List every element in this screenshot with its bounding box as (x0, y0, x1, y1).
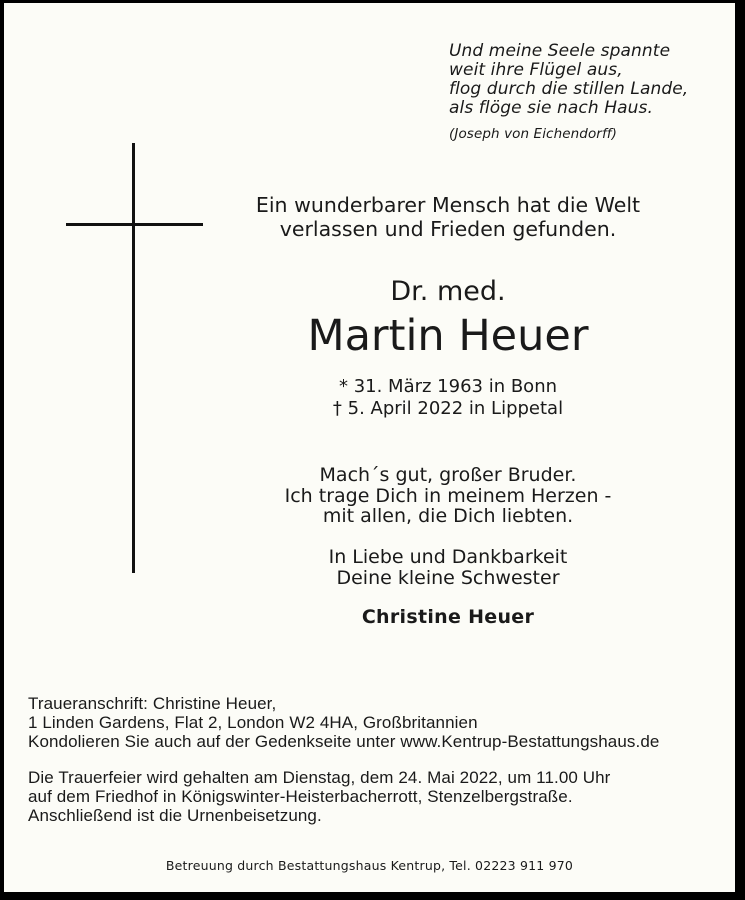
birth-date: * 31. März 1963 in Bonn (338, 376, 558, 397)
closing-text (123, 547, 745, 588)
condolence-address-block (28, 694, 659, 751)
funeral-service-block (28, 768, 610, 825)
poem-quote (449, 42, 688, 144)
poem-line: flog durch die stillen Lande, (449, 79, 689, 99)
announcement-text (123, 194, 745, 241)
farewell-line: Ich trage Dich in meinem Herzen - (284, 484, 612, 507)
announcement-line: verlassen und Frieden gefunden. (279, 216, 617, 241)
deceased-title: Dr. med. (390, 276, 506, 307)
death-date: † 5. April 2022 in Lippetal (332, 397, 564, 419)
poem-line: weit ihre Flügel aus, (449, 60, 623, 80)
condolence-line: 1 Linden Gardens, Flat 2, London W2 4HA, Großbritannien (28, 713, 478, 732)
mourner-signature: Christine Heuer (361, 606, 535, 628)
deceased-name: Martin Heuer (307, 311, 589, 361)
poem-line: Und meine Seele spannte (449, 41, 671, 61)
poem-attribution: (Joseph von Eichendorff) (449, 126, 618, 142)
farewell-text (123, 465, 745, 527)
funeral-line: auf dem Friedhof in Königswinter-Heisterbacherrott, Stenzelbergstraße. (28, 787, 573, 806)
poem-line: als flöge sie nach Haus. (449, 98, 653, 118)
announcement-line: Ein wunderbarer Mensch hat die Welt (255, 193, 641, 217)
funeral-line: Anschließend ist die Urnenbeisetzung. (28, 806, 322, 825)
funeral-home-footer: Betreuung durch Bestattungshaus Kentrup, Tel. 02223 911 970 (165, 858, 574, 873)
closing-line: Deine kleine Schwester (336, 566, 560, 589)
condolence-line: Kondolieren Sie auch auf der Gedenkseite unter www.Kentrup-Bestattungshaus.de (28, 732, 660, 751)
life-dates (123, 376, 745, 419)
funeral-line: Die Trauerfeier wird gehalten am Dienstag, dem 24. Mai 2022, um 11.00 Uhr (28, 768, 611, 787)
condolence-line: Traueranschrift: Christine Heuer, (28, 694, 277, 713)
closing-line: In Liebe und Dankbarkeit (328, 546, 568, 568)
farewell-line: mit allen, die Dich liebten. (322, 505, 574, 527)
farewell-line: Mach´s gut, großer Bruder. (319, 464, 577, 486)
